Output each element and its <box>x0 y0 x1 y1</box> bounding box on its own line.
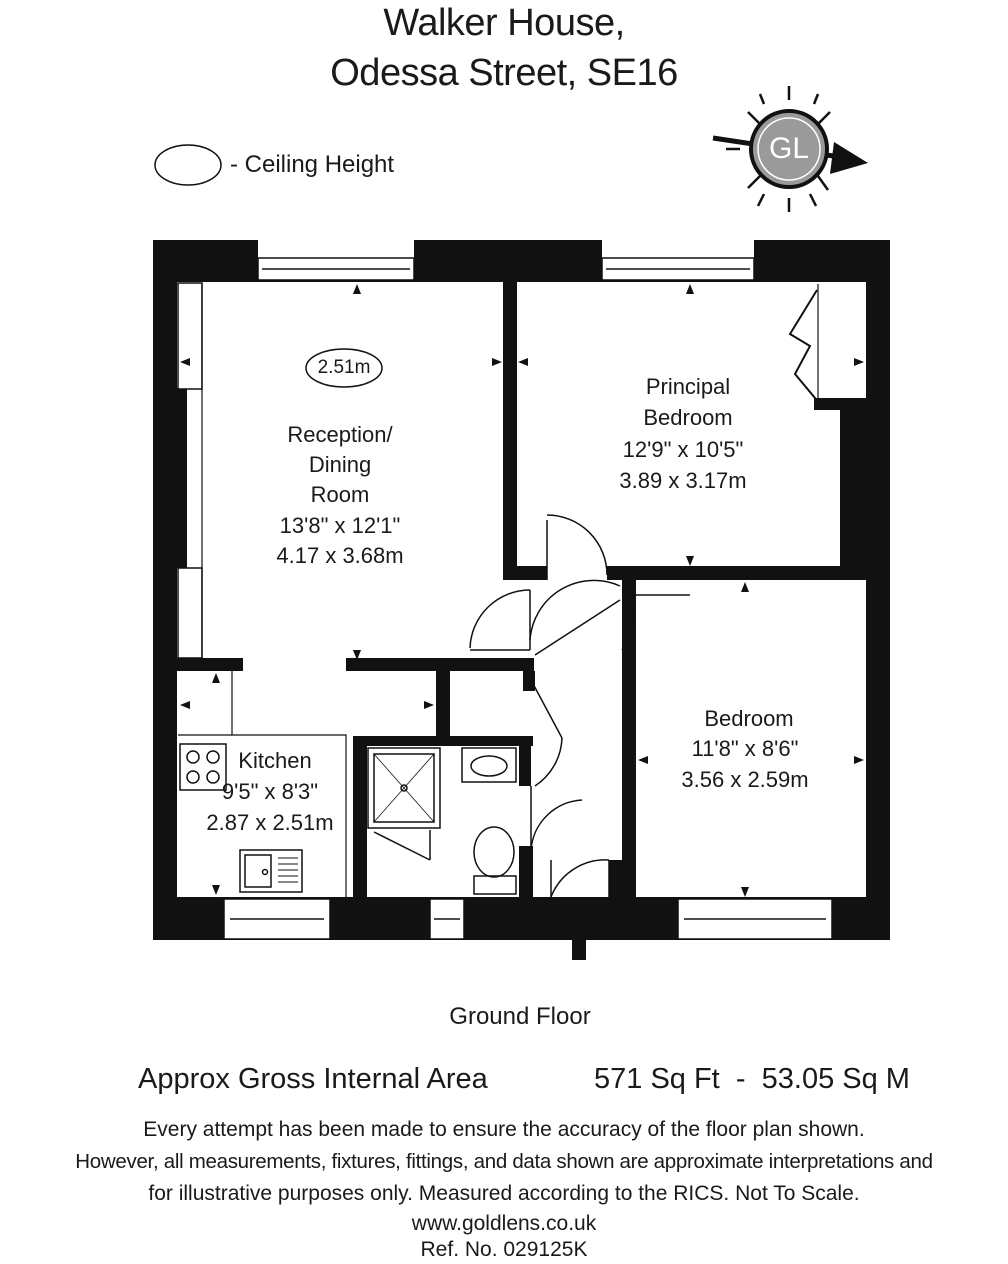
area-value: 571 Sq Ft - 53.05 Sq M <box>594 1063 910 1095</box>
website-link[interactable]: www.goldlens.co.uk <box>411 1212 597 1235</box>
property-title-line1: Walker House, <box>383 2 625 44</box>
kitchen-imperial: 9'5" x 8'3" <box>221 779 319 804</box>
reception-name-line2: Dining <box>308 452 372 477</box>
principal-bedroom-name-line1: Principal <box>645 374 731 399</box>
kitchen-sink-icon <box>240 850 302 892</box>
reception-name-line3: Room <box>310 482 370 507</box>
kitchen-metric: 2.87 x 2.51m <box>206 810 334 835</box>
ceiling-height-oval-icon <box>155 145 221 185</box>
shower-tray-icon <box>368 748 440 860</box>
wardrobe-bifold-door <box>790 290 820 404</box>
reference-number: Ref. No. 029125K <box>420 1238 588 1261</box>
property-title-line2: Odessa Street, SE16 <box>330 52 678 94</box>
reception-name-line1: Reception/ <box>287 422 393 447</box>
disclaimer-line2: However, all measurements, fixtures, fittings, and data shown are approximate interpretations and <box>75 1150 933 1173</box>
ceiling-height-legend-label: - Ceiling Height <box>230 151 395 178</box>
area-label: Approx Gross Internal Area <box>138 1063 488 1095</box>
principal-bedroom-metric: 3.89 x 3.17m <box>619 468 747 493</box>
principal-bedroom-name-line2: Bedroom <box>643 405 733 430</box>
toilet-icon <box>474 827 516 894</box>
kitchen-name: Kitchen <box>238 748 312 773</box>
ceiling-height-value: 2.51m <box>317 357 371 378</box>
bedroom-imperial: 11'8" x 8'6" <box>691 736 799 761</box>
floor-label: Ground Floor <box>449 1003 591 1030</box>
disclaimer-line1: Every attempt has been made to ensure the accuracy of the floor plan shown. <box>143 1118 865 1141</box>
principal-bedroom-imperial: 12'9" x 10'5" <box>622 437 744 462</box>
compass-logo-text: GL <box>768 132 810 165</box>
reception-metric: 4.17 x 3.68m <box>276 543 404 568</box>
bedroom-name: Bedroom <box>704 706 794 731</box>
bedroom-metric: 3.56 x 2.59m <box>681 767 809 792</box>
disclaimer-line3: for illustrative purposes only. Measured according to the RICS. Not To Scale. <box>148 1182 860 1205</box>
wash-basin-icon <box>462 748 516 782</box>
reception-imperial: 13'8" x 12'1" <box>279 513 401 538</box>
